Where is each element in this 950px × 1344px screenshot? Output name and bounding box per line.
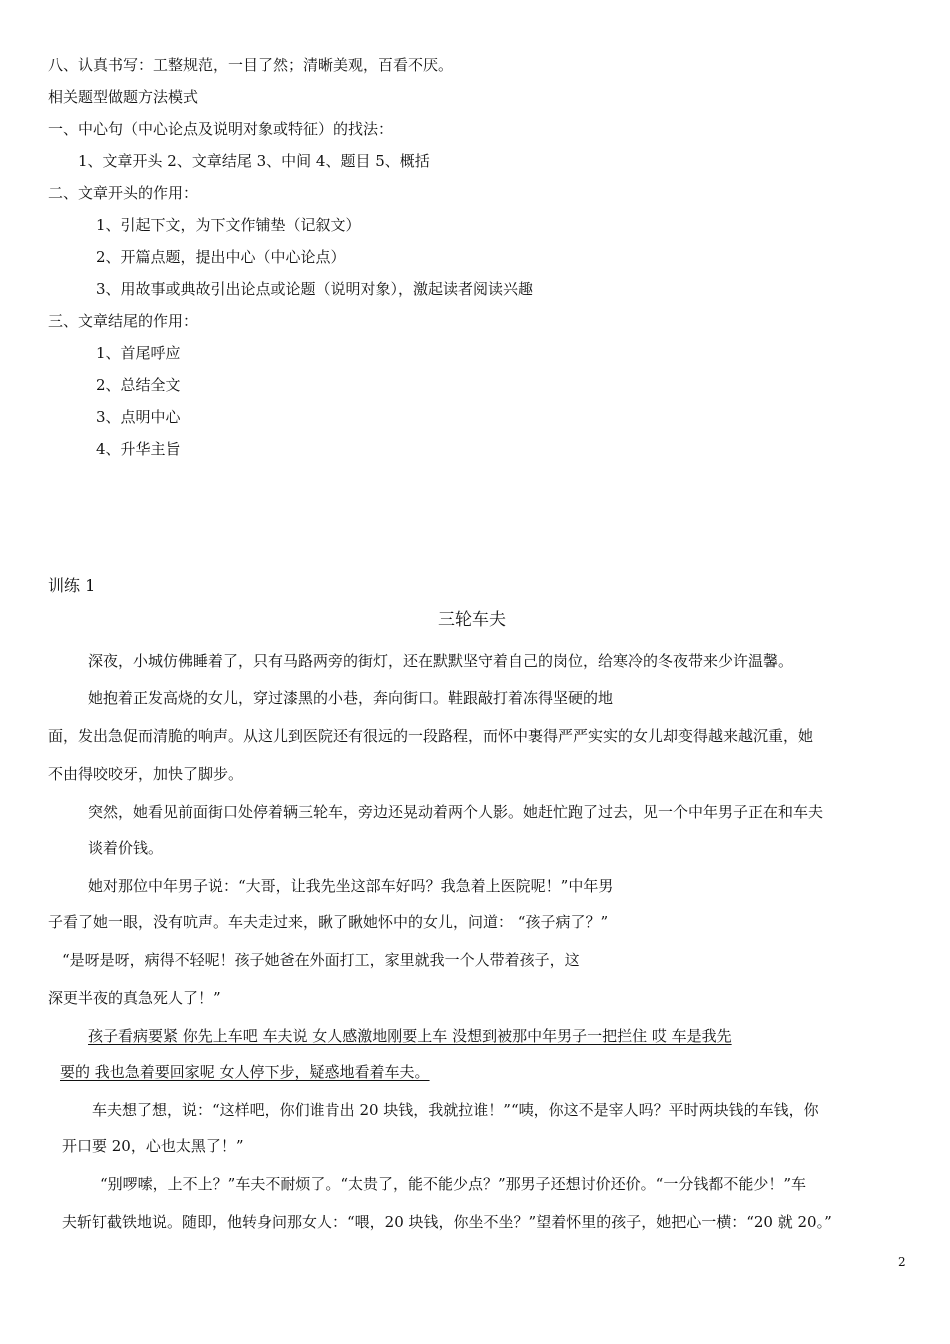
section-title: 相关题型做题方法模式 <box>48 88 199 106</box>
story-line: 她抱着正发高烧的女儿，穿过漆黑的小巷，奔向街口。鞋跟敲打着冻得坚硬的地 <box>88 689 614 707</box>
story-line: 开口要 20，心也太黑了！” <box>62 1137 244 1155</box>
story-line: 谈着价钱。 <box>88 839 164 857</box>
heading-three-item-3: 3、点明中心 <box>96 408 181 426</box>
heading-three-item-2: 2、总结全文 <box>96 376 181 394</box>
story-line: 她对那位中年男子说：“大哥，让我先坐这部车好吗？我急着上医院呢！”中年男 <box>88 877 614 895</box>
heading-eight: 八、认真书写：工整规范，一目了然；清晰美观，百看不厌。 <box>48 56 454 74</box>
story-line: 车夫想了想，说：“这样吧，你们谁肯出 20 块钱，我就拉谁！”“咦，你这不是宰人吗？平时两块钱的车钱，你 <box>92 1101 819 1119</box>
heading-three: 三、文章结尾的作用： <box>48 312 199 330</box>
training-label: 训练 1 <box>48 576 96 595</box>
heading-three-item-4: 4、升华主旨 <box>96 440 181 458</box>
story-line: 不由得咬咬牙，加快了脚步。 <box>48 765 244 783</box>
story-line-underlined: 要的 我也急着要回家呢 女人停下步，疑惑地看着车夫。 <box>60 1063 430 1081</box>
heading-one-item: 1、文章开头 2、文章结尾 3、中间 4、题目 5、概括 <box>78 152 430 170</box>
story-line: 面，发出急促而清脆的响声。从这儿到医院还有很远的一段路程，而怀中裹得严严实实的女儿却变得越来越沉重，她 <box>48 727 814 745</box>
story-line: 突然，她看见前面街口处停着辆三轮车，旁边还晃动着两个人影。她赶忙跑了过去，见一个中年男子正在和车夫 <box>88 803 824 821</box>
story-line: “是呀是呀，病得不轻呢！孩子她爸在外面打工，家里就我一个人带着孩子，这 <box>62 951 580 969</box>
story-line: 深更半夜的真急死人了！” <box>48 989 221 1007</box>
heading-one: 一、中心句（中心论点及说明对象或特征）的找法： <box>48 120 394 138</box>
story-line: 夫斩钉截铁地说。随即，他转身问那女人：“喂，20 块钱，你坐不坐？”望着怀里的孩子，她把心一横：“20 就 20。” <box>62 1213 832 1231</box>
page-number: 2 <box>898 1255 906 1269</box>
story-line: 子看了她一眼，没有吭声。车夫走过来，瞅了瞅她怀中的女儿，问道： “孩子病了？” <box>48 913 609 931</box>
story-title: 三轮车夫 <box>438 610 506 630</box>
heading-two-item-3: 3、用故事或典故引出论点或论题（说明对象），激起读者阅读兴趣 <box>96 280 534 298</box>
story-line-underlined: 孩子看病要紧 你先上车吧 车夫说 女人感激地刚要上车 没想到被那中年男子一把拦住 哎 车是我先 <box>88 1027 732 1045</box>
heading-two-item-1: 1、引起下文，为下文作铺垫（记叙文） <box>96 216 361 234</box>
story-line: “别啰嗦，上不上？”车夫不耐烦了。“太贵了，能不能少点？”那男子还想讨价还价。“一分钱都不能少！”车 <box>100 1175 807 1193</box>
heading-two-item-2: 2、开篇点题，提出中心（中心论点） <box>96 248 346 266</box>
heading-two: 二、文章开头的作用： <box>48 184 199 202</box>
heading-three-item-1: 1、首尾呼应 <box>96 344 181 362</box>
story-line: 深夜，小城仿佛睡着了，只有马路两旁的街灯，还在默默坚守着自己的岗位，给寒冷的冬夜带来少许温馨。 <box>88 652 794 670</box>
